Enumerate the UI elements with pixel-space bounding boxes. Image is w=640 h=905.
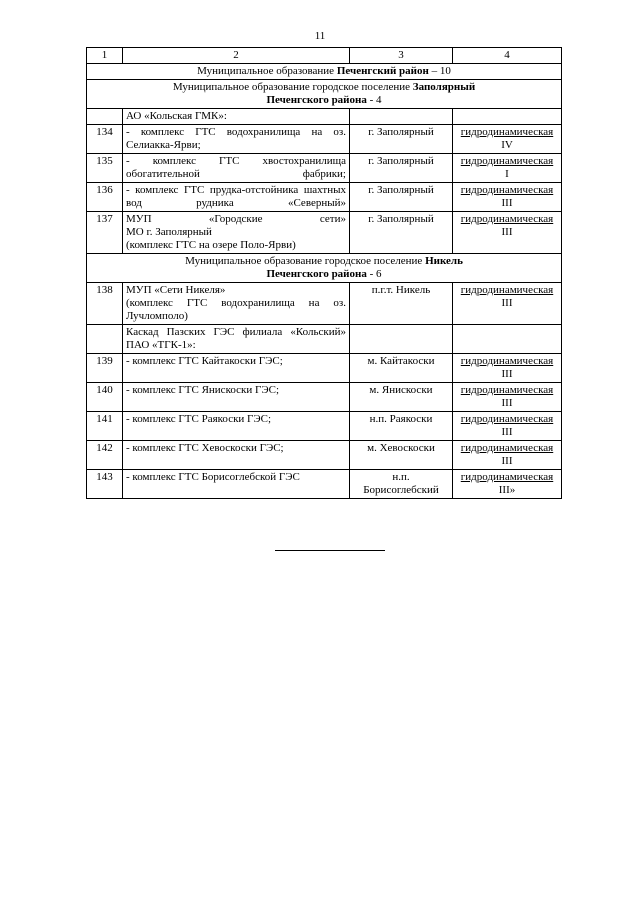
- row-description: - комплекс ГТС Хевоскоски ГЭС;: [123, 441, 350, 470]
- section-suffix: - 6: [366, 268, 382, 280]
- section-bold-district: Печенгского района: [266, 94, 367, 106]
- type-name: гидродинамическая: [460, 355, 554, 367]
- row-number: 140: [87, 383, 123, 412]
- table-row: [87, 441, 562, 470]
- type-name: гидродинамическая: [460, 213, 554, 225]
- row-number: 141: [87, 412, 123, 441]
- page-number: 11: [314, 30, 326, 42]
- row-location: н.п. Раякоски: [350, 412, 453, 441]
- hazard-class: III: [501, 455, 513, 467]
- row-type: [453, 283, 562, 325]
- hazard-class: IV: [501, 139, 513, 151]
- table-row: [87, 125, 562, 154]
- row-location: г. Заполярный: [350, 183, 453, 212]
- row-type: [453, 412, 562, 441]
- row-location: п.г.т. Никель: [350, 283, 453, 325]
- section-suffix: – 10: [428, 65, 451, 77]
- header-col-2: 2: [123, 48, 350, 64]
- section-pechenga-district: [87, 64, 562, 80]
- type-name: гидродинамическая: [460, 155, 554, 167]
- row-number: 138: [87, 283, 123, 325]
- table-row: [87, 412, 562, 441]
- row-location: м. Хевоскоски: [350, 441, 453, 470]
- type-name: гидродинамическая: [460, 413, 554, 425]
- row-number: 143: [87, 470, 123, 499]
- section-suffix: - 4: [366, 94, 382, 106]
- hazard-class: III: [501, 297, 513, 309]
- row-number: 137: [87, 212, 123, 254]
- type-name: гидродинамическая: [460, 442, 554, 454]
- table-row: [87, 183, 562, 212]
- hazard-class: III: [501, 426, 513, 438]
- row-number: 136: [87, 183, 123, 212]
- loc-line-1: н.п.: [392, 471, 410, 483]
- type-name: гидродинамическая: [460, 471, 554, 483]
- hazard-class: III: [501, 197, 513, 209]
- row-location: г. Заполярный: [350, 125, 453, 154]
- row-location: м. Янискоски: [350, 383, 453, 412]
- section-line-1: [90, 255, 558, 268]
- row-type: [453, 354, 562, 383]
- row-location: г. Заполярный: [350, 154, 453, 183]
- row-location: г. Заполярный: [350, 212, 453, 254]
- section-row-zapolyarny: [87, 80, 562, 109]
- empty-loc-cell: [350, 325, 453, 354]
- row-type: [453, 154, 562, 183]
- type-name: гидродинамическая: [460, 184, 554, 196]
- section-bold-name: Печенгский район: [336, 65, 429, 77]
- header-col-3: 3: [350, 48, 453, 64]
- section-line-1: [90, 81, 558, 94]
- registry-table: [86, 47, 562, 499]
- row-description: - комплекс ГТС Кайтакоски ГЭС;: [123, 354, 350, 383]
- loc-line-2: Борисоглебский: [363, 484, 439, 496]
- table-row: [87, 154, 562, 183]
- desc-line-1: МУП «Сети Никеля»: [126, 284, 226, 296]
- row-description: - комплекс ГТС хвостохранилища обогатительной фабрики;: [123, 154, 350, 183]
- hazard-class: III: [501, 397, 513, 409]
- empty-type-cell: [453, 325, 562, 354]
- row-description: [123, 212, 350, 254]
- hazard-class: III: [501, 226, 513, 238]
- row-number: 135: [87, 154, 123, 183]
- group-row-kolskaya-gmk: [87, 109, 562, 125]
- row-description: - комплекс ГТС Борисоглебской ГЭС: [123, 470, 350, 499]
- row-type: [453, 212, 562, 254]
- empty-num-cell: [87, 109, 123, 125]
- hazard-class: III»: [498, 484, 516, 496]
- header-col-1: 1: [87, 48, 123, 64]
- empty-num-cell: [87, 325, 123, 354]
- type-name: гидродинамическая: [460, 384, 554, 396]
- row-number: 139: [87, 354, 123, 383]
- desc-line-2: (комплекс ГТС водохранилища на оз. Лучломполо): [126, 297, 346, 322]
- group-row-paz-cascade: [87, 325, 562, 354]
- section-prefix: Муниципальное образование: [197, 65, 337, 77]
- section-bold-name: Никель: [425, 255, 463, 267]
- section-row-nikel: [87, 254, 562, 283]
- type-name: гидродинамическая: [460, 284, 554, 296]
- table-row: [87, 354, 562, 383]
- type-name: гидродинамическая: [460, 126, 554, 138]
- empty-type-cell: [453, 109, 562, 125]
- table-row: [87, 212, 562, 254]
- row-number: 134: [87, 125, 123, 154]
- row-location: [350, 470, 453, 499]
- group-label-kolskaya-gmk: АО «Кольская ГМК»:: [123, 109, 350, 125]
- hazard-class: III: [501, 368, 513, 380]
- row-description: [123, 283, 350, 325]
- row-type: [453, 441, 562, 470]
- row-description: - комплекс ГТС водохранилища на оз. Селиакка-Ярви;: [123, 125, 350, 154]
- empty-loc-cell: [350, 109, 453, 125]
- row-location: м. Кайтакоски: [350, 354, 453, 383]
- row-type: [453, 383, 562, 412]
- table-row: [87, 283, 562, 325]
- hazard-class: I: [505, 168, 509, 180]
- section-bold-name: Заполярный: [412, 81, 476, 93]
- row-type: [453, 125, 562, 154]
- section-line-2: [90, 268, 558, 281]
- row-description: - комплекс ГТС Раякоски ГЭС;: [123, 412, 350, 441]
- section-prefix: Муниципальное образование городское поселение: [172, 81, 413, 93]
- desc-line-3: (комплекс ГТС на озере Поло-Ярви): [126, 239, 296, 251]
- group-label-paz-cascade: Каскад Пазских ГЭС филиала «Кольский» ПАО «ТГК-1»:: [123, 325, 350, 354]
- row-description: - комплекс ГТС прудка-отстойника шахтных вод рудника «Северный»: [123, 183, 350, 212]
- section-prefix: Муниципальное образование городское поселение: [185, 255, 426, 267]
- row-type: [453, 183, 562, 212]
- table-row: [87, 383, 562, 412]
- section-line-2: [90, 94, 558, 107]
- row-description: - комплекс ГТС Янискоски ГЭС;: [123, 383, 350, 412]
- section-row-pechenga: [87, 64, 562, 80]
- table-row: [87, 470, 562, 499]
- section-bold-district: Печенгского района: [266, 268, 367, 280]
- section-zapolyarny: [87, 80, 562, 109]
- desc-line-2: МО г. Заполярный: [126, 226, 212, 238]
- closing-rule: [275, 550, 385, 551]
- header-col-4: 4: [453, 48, 562, 64]
- desc-line-1: МУП «Городские сети»: [126, 213, 346, 225]
- header-row: [87, 48, 562, 64]
- section-nikel: [87, 254, 562, 283]
- row-type: [453, 470, 562, 499]
- row-number: 142: [87, 441, 123, 470]
